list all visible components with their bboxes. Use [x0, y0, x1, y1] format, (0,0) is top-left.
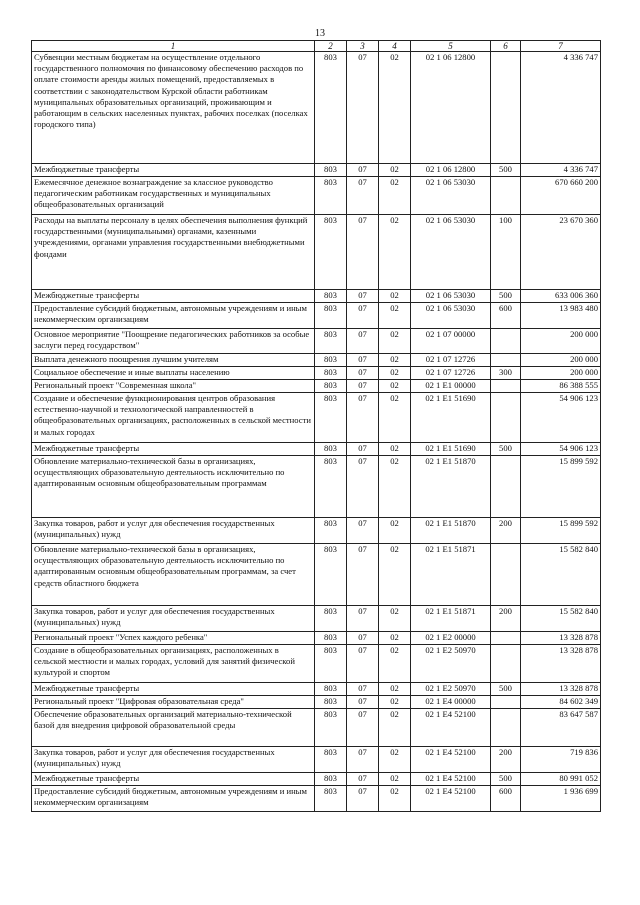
- cell-csr: 02 1 E1 51871: [411, 544, 491, 606]
- cell-sum: 54 906 123: [521, 393, 601, 443]
- cell-grbs: 803: [315, 443, 347, 456]
- cell-vr: [491, 632, 521, 645]
- cell-name: Предоставление субсидий бюджетным, автономным учреждениям и иным некоммерческим организациям: [32, 786, 315, 812]
- cell-csr: 02 1 06 53030: [411, 303, 491, 329]
- cell-grbs: 803: [315, 164, 347, 177]
- cell-pr: 02: [379, 709, 411, 747]
- cell-name: Межбюджетные трансферты: [32, 164, 315, 177]
- cell-grbs: 803: [315, 393, 347, 443]
- cell-name: Региональный проект "Современная школа": [32, 380, 315, 393]
- cell-name: Субвенции местным бюджетам на осуществление отдельного государственного полномочия по финансовому обеспечению расходов по оплате стоимости аренды жилых помещений, предоставляемых в соответствии с законодательством Курской области работникам муниципальных образовательных организаций, проживающим и работающим в сельских населенных пунктах, рабочих поселках (поселках городского типа): [32, 52, 315, 164]
- cell-csr: 02 1 E2 50970: [411, 683, 491, 696]
- cell-name: Межбюджетные трансферты: [32, 290, 315, 303]
- page-number: 13: [315, 28, 325, 39]
- cell-grbs: 803: [315, 696, 347, 709]
- cell-rz: 07: [347, 303, 379, 329]
- cell-rz: 07: [347, 177, 379, 215]
- cell-name: Закупка товаров, работ и услуг для обеспечения государственных (муниципальных) нужд: [32, 518, 315, 544]
- column-header: 6: [491, 41, 521, 52]
- cell-name: Выплата денежного поощрения лучшим учителям: [32, 354, 315, 367]
- table-row: [32, 164, 601, 177]
- cell-name: Расходы на выплаты персоналу в целях обеспечения выполнения функций государственными (муниципальными) органами, казенными учреждениями, органами управления государственными внебюджетными фондами: [32, 215, 315, 290]
- cell-vr: 200: [491, 518, 521, 544]
- cell-sum: 719 836: [521, 747, 601, 773]
- table-row: [32, 329, 601, 354]
- cell-sum: 23 670 360: [521, 215, 601, 290]
- column-header: 4: [379, 41, 411, 52]
- cell-sum: 13 328 878: [521, 683, 601, 696]
- cell-rz: 07: [347, 747, 379, 773]
- cell-sum: 200 000: [521, 367, 601, 380]
- cell-sum: 83 647 587: [521, 709, 601, 747]
- cell-sum: 633 006 360: [521, 290, 601, 303]
- cell-rz: 07: [347, 632, 379, 645]
- cell-pr: 02: [379, 645, 411, 683]
- cell-csr: 02 1 E2 50970: [411, 645, 491, 683]
- table-row: [32, 696, 601, 709]
- table-row: [32, 367, 601, 380]
- cell-rz: 07: [347, 164, 379, 177]
- cell-sum: 15 582 840: [521, 544, 601, 606]
- cell-grbs: 803: [315, 329, 347, 354]
- cell-pr: 02: [379, 606, 411, 632]
- cell-vr: 500: [491, 290, 521, 303]
- cell-name: Создание и обеспечение функционирования центров образования естественно-научной и технологической направленностей в общеобразовательных организациях, расположенных в сельской местности и малых городах: [32, 393, 315, 443]
- table-row: [32, 177, 601, 215]
- cell-vr: [491, 329, 521, 354]
- cell-vr: 100: [491, 215, 521, 290]
- cell-pr: 02: [379, 52, 411, 164]
- cell-name: Закупка товаров, работ и услуг для обеспечения государственных (муниципальных) нужд: [32, 747, 315, 773]
- cell-name: Основное мероприятие "Поощрение педагогических работников за особые заслуги перед государством": [32, 329, 315, 354]
- cell-sum: 670 660 200: [521, 177, 601, 215]
- cell-rz: 07: [347, 367, 379, 380]
- cell-vr: [491, 696, 521, 709]
- cell-csr: 02 1 06 53030: [411, 215, 491, 290]
- cell-csr: 02 1 E4 52100: [411, 786, 491, 812]
- cell-csr: 02 1 07 12726: [411, 367, 491, 380]
- cell-sum: 13 328 878: [521, 645, 601, 683]
- table-row: [32, 380, 601, 393]
- cell-sum: 4 336 747: [521, 164, 601, 177]
- cell-grbs: 803: [315, 52, 347, 164]
- cell-rz: 07: [347, 773, 379, 786]
- cell-rz: 07: [347, 709, 379, 747]
- table-row: [32, 215, 601, 290]
- cell-grbs: 803: [315, 290, 347, 303]
- cell-pr: 02: [379, 683, 411, 696]
- cell-rz: 07: [347, 683, 379, 696]
- cell-csr: 02 1 E1 51690: [411, 443, 491, 456]
- cell-rz: 07: [347, 456, 379, 518]
- cell-csr: 02 1 07 12726: [411, 354, 491, 367]
- cell-grbs: 803: [315, 367, 347, 380]
- cell-vr: 500: [491, 443, 521, 456]
- cell-grbs: 803: [315, 456, 347, 518]
- cell-pr: 02: [379, 290, 411, 303]
- cell-name: Межбюджетные трансферты: [32, 443, 315, 456]
- cell-grbs: 803: [315, 747, 347, 773]
- cell-rz: 07: [347, 52, 379, 164]
- table-row: [32, 645, 601, 683]
- cell-grbs: 803: [315, 380, 347, 393]
- cell-vr: [491, 709, 521, 747]
- cell-pr: 02: [379, 303, 411, 329]
- cell-rz: 07: [347, 696, 379, 709]
- cell-pr: 02: [379, 393, 411, 443]
- cell-csr: 02 1 07 00000: [411, 329, 491, 354]
- cell-vr: 500: [491, 773, 521, 786]
- cell-csr: 02 1 06 53030: [411, 177, 491, 215]
- cell-rz: 07: [347, 215, 379, 290]
- table-row: [32, 290, 601, 303]
- table-row: [32, 443, 601, 456]
- cell-rz: 07: [347, 329, 379, 354]
- table-row: [32, 786, 601, 812]
- cell-pr: 02: [379, 518, 411, 544]
- cell-rz: 07: [347, 544, 379, 606]
- cell-grbs: 803: [315, 544, 347, 606]
- table-row: [32, 606, 601, 632]
- column-number-row: [32, 41, 601, 52]
- cell-csr: 02 1 E1 51870: [411, 456, 491, 518]
- cell-pr: 02: [379, 354, 411, 367]
- cell-sum: 1 936 699: [521, 786, 601, 812]
- table-row: [32, 709, 601, 747]
- cell-vr: 500: [491, 164, 521, 177]
- budget-table: [31, 40, 601, 812]
- cell-grbs: 803: [315, 518, 347, 544]
- cell-pr: 02: [379, 696, 411, 709]
- cell-csr: 02 1 E1 51870: [411, 518, 491, 544]
- cell-grbs: 803: [315, 354, 347, 367]
- cell-name: Межбюджетные трансферты: [32, 773, 315, 786]
- cell-sum: 13 328 878: [521, 632, 601, 645]
- cell-rz: 07: [347, 393, 379, 443]
- table-row: [32, 544, 601, 606]
- cell-sum: 84 602 349: [521, 696, 601, 709]
- cell-csr: 02 1 E4 52100: [411, 709, 491, 747]
- cell-rz: 07: [347, 645, 379, 683]
- cell-sum: 15 899 592: [521, 456, 601, 518]
- cell-name: Предоставление субсидий бюджетным, автономным учреждениям и иным некоммерческим организациям: [32, 303, 315, 329]
- cell-name: Социальное обеспечение и иные выплаты населению: [32, 367, 315, 380]
- cell-pr: 02: [379, 380, 411, 393]
- table-row: [32, 632, 601, 645]
- table-row: [32, 683, 601, 696]
- column-header: 2: [315, 41, 347, 52]
- cell-sum: 54 906 123: [521, 443, 601, 456]
- cell-pr: 02: [379, 632, 411, 645]
- column-header: 5: [411, 41, 491, 52]
- column-header: 1: [32, 41, 315, 52]
- cell-name: Создание в общеобразовательных организациях, расположенных в сельской местности и малых городах, условий для занятий физической культурой и спортом: [32, 645, 315, 683]
- cell-vr: [491, 456, 521, 518]
- cell-csr: 02 1 E1 51871: [411, 606, 491, 632]
- cell-csr: 02 1 06 12800: [411, 164, 491, 177]
- cell-name: Обеспечение образовательных организаций материально-технической базой для внедрения цифровой образовательной среды: [32, 709, 315, 747]
- cell-grbs: 803: [315, 645, 347, 683]
- cell-grbs: 803: [315, 303, 347, 329]
- cell-pr: 02: [379, 456, 411, 518]
- column-header: 3: [347, 41, 379, 52]
- cell-vr: 600: [491, 303, 521, 329]
- cell-vr: [491, 393, 521, 443]
- cell-vr: [491, 354, 521, 367]
- cell-csr: 02 1 06 53030: [411, 290, 491, 303]
- cell-grbs: 803: [315, 606, 347, 632]
- cell-sum: 15 899 592: [521, 518, 601, 544]
- table-row: [32, 52, 601, 164]
- cell-vr: [491, 52, 521, 164]
- cell-vr: [491, 177, 521, 215]
- cell-vr: 200: [491, 606, 521, 632]
- cell-grbs: 803: [315, 709, 347, 747]
- cell-vr: [491, 544, 521, 606]
- cell-name: Региональный проект "Цифровая образовательная среда": [32, 696, 315, 709]
- cell-rz: 07: [347, 290, 379, 303]
- cell-name: Ежемесячное денежное вознаграждение за классное руководство педагогическим работникам государственных и муниципальных общеобразовательных организаций: [32, 177, 315, 215]
- cell-grbs: 803: [315, 632, 347, 645]
- cell-name: Закупка товаров, работ и услуг для обеспечения государственных (муниципальных) нужд: [32, 606, 315, 632]
- cell-grbs: 803: [315, 773, 347, 786]
- cell-sum: 80 991 052: [521, 773, 601, 786]
- cell-rz: 07: [347, 786, 379, 812]
- cell-csr: 02 1 E4 52100: [411, 747, 491, 773]
- cell-vr: [491, 645, 521, 683]
- cell-sum: 15 582 840: [521, 606, 601, 632]
- cell-pr: 02: [379, 786, 411, 812]
- cell-grbs: 803: [315, 215, 347, 290]
- table-row: [32, 747, 601, 773]
- cell-name: Обновление материально-технической базы в организациях, осуществляющих образовательную деятельность исключительно по адаптированным основным общеобразовательным программам: [32, 456, 315, 518]
- cell-pr: 02: [379, 329, 411, 354]
- cell-csr: 02 1 E4 52100: [411, 773, 491, 786]
- cell-rz: 07: [347, 354, 379, 367]
- cell-rz: 07: [347, 380, 379, 393]
- cell-pr: 02: [379, 773, 411, 786]
- cell-rz: 07: [347, 518, 379, 544]
- cell-pr: 02: [379, 215, 411, 290]
- cell-csr: 02 1 E4 00000: [411, 696, 491, 709]
- cell-csr: 02 1 E1 00000: [411, 380, 491, 393]
- cell-pr: 02: [379, 443, 411, 456]
- cell-sum: 13 983 480: [521, 303, 601, 329]
- cell-pr: 02: [379, 164, 411, 177]
- cell-name: Региональный проект "Успех каждого ребенка": [32, 632, 315, 645]
- cell-pr: 02: [379, 367, 411, 380]
- column-header: 7: [521, 41, 601, 52]
- cell-grbs: 803: [315, 786, 347, 812]
- cell-grbs: 803: [315, 177, 347, 215]
- cell-sum: 200 000: [521, 329, 601, 354]
- cell-vr: 200: [491, 747, 521, 773]
- cell-pr: 02: [379, 544, 411, 606]
- cell-pr: 02: [379, 747, 411, 773]
- table-row: [32, 393, 601, 443]
- table-row: [32, 773, 601, 786]
- cell-csr: 02 1 06 12800: [411, 52, 491, 164]
- table-row: [32, 354, 601, 367]
- cell-vr: [491, 380, 521, 393]
- table-row: [32, 456, 601, 518]
- cell-grbs: 803: [315, 683, 347, 696]
- cell-sum: 4 336 747: [521, 52, 601, 164]
- cell-csr: 02 1 E1 51690: [411, 393, 491, 443]
- table-row: [32, 518, 601, 544]
- cell-name: Межбюджетные трансферты: [32, 683, 315, 696]
- cell-vr: 500: [491, 683, 521, 696]
- cell-sum: 86 388 555: [521, 380, 601, 393]
- cell-vr: 300: [491, 367, 521, 380]
- cell-vr: 600: [491, 786, 521, 812]
- cell-rz: 07: [347, 606, 379, 632]
- cell-sum: 200 000: [521, 354, 601, 367]
- table-row: [32, 303, 601, 329]
- cell-rz: 07: [347, 443, 379, 456]
- cell-csr: 02 1 E2 00000: [411, 632, 491, 645]
- cell-name: Обновление материально-технической базы в организациях, осуществляющих образовательную деятельность исключительно по адаптированным основным общеобразовательным программам, за счет средств областного бюджета: [32, 544, 315, 606]
- cell-pr: 02: [379, 177, 411, 215]
